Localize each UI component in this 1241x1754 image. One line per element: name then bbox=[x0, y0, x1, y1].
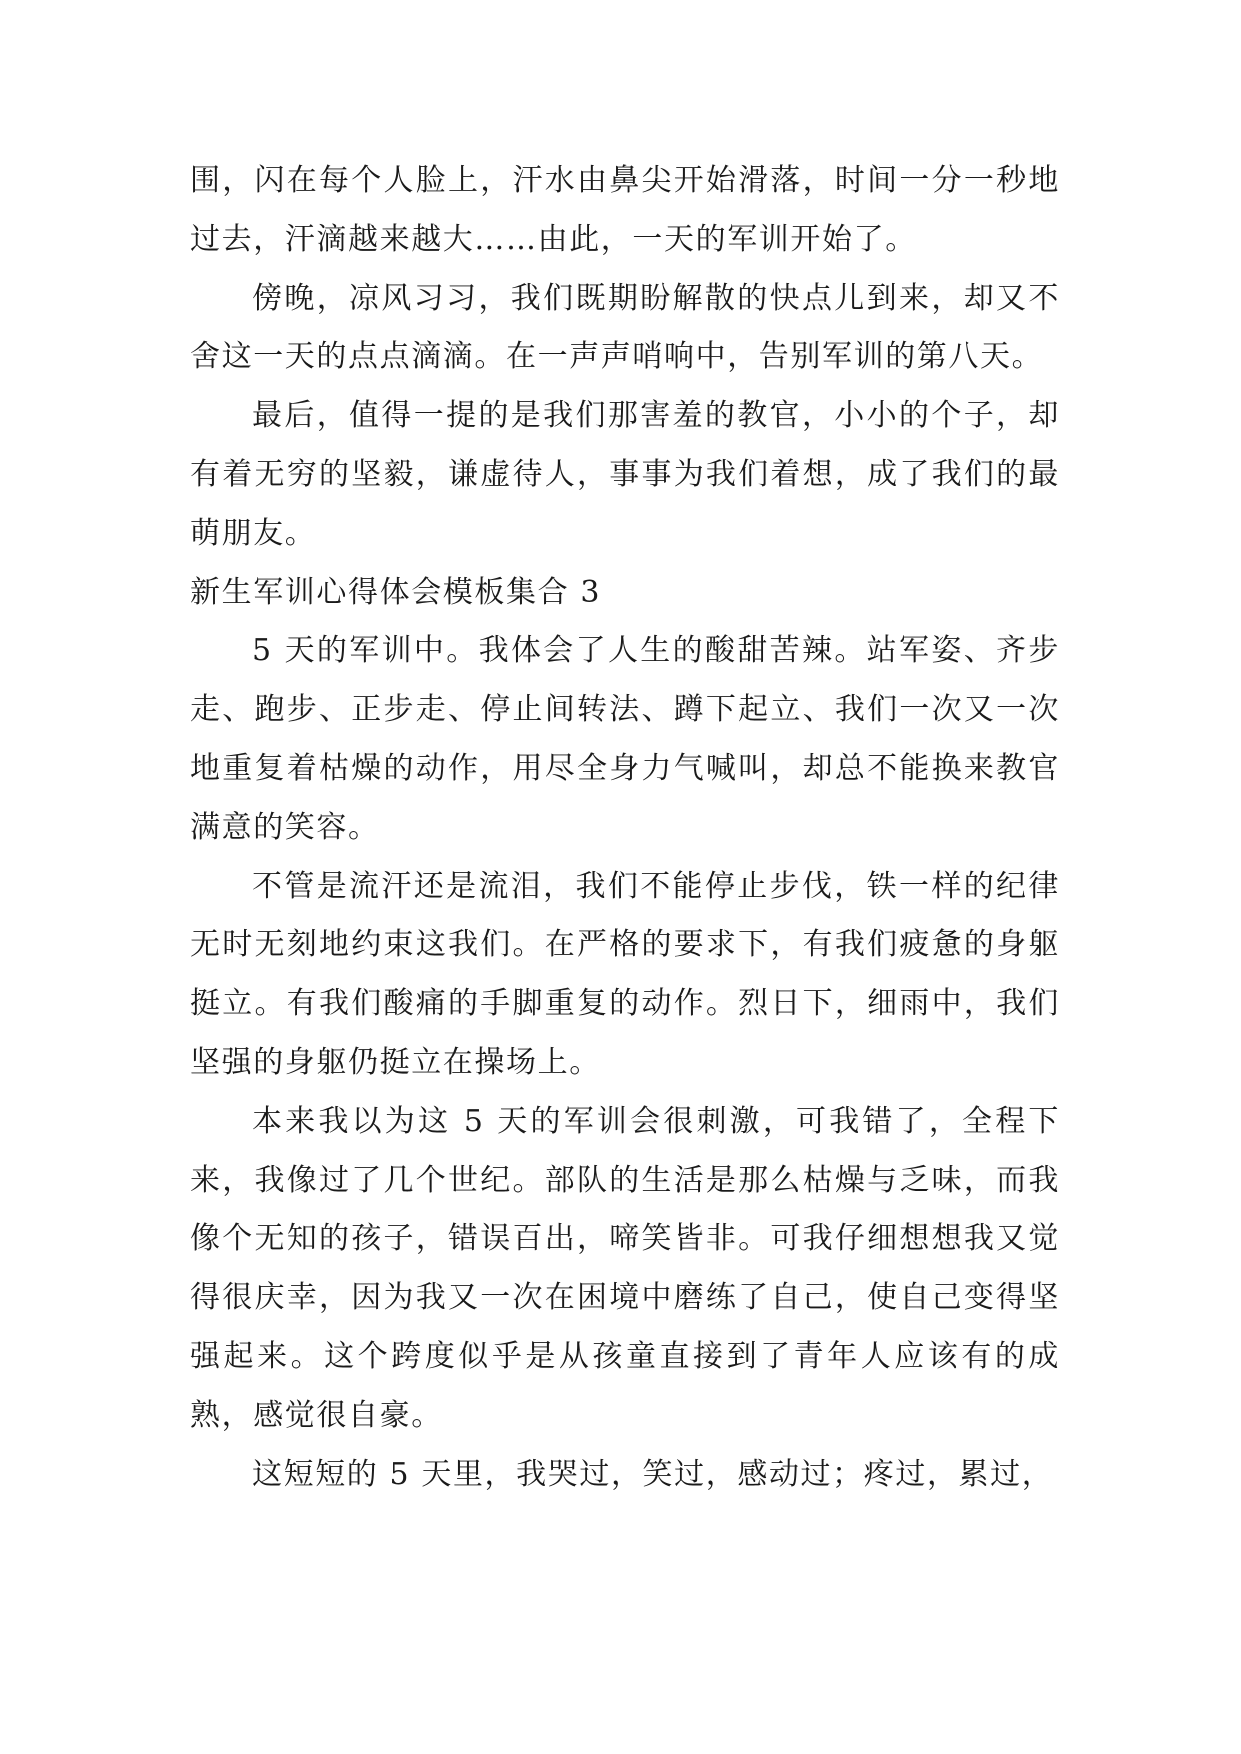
section-title: 新生军训心得体会模板集合 3 bbox=[190, 574, 602, 610]
document-page bbox=[190, 152, 1060, 1504]
paragraph-4: 5 天的军训中。我体会了人生的酸甜苦辣。站军姿、齐步走、跑步、正步走、停止间转法、蹲下起立、我们一次又一次地重复着枯燥的动作，用尽全身力气喊叫，却总不能换来教官满意的笑容。 bbox=[190, 633, 1060, 845]
paragraph-7: 这短短的 5 天里，我哭过，笑过，感动过；疼过，累过， bbox=[252, 1456, 1054, 1492]
paragraph-6: 本来我以为这 5 天的军训会很刺激，可我错了，全程下来，我像过了几个世纪。部队的生活是那么枯燥与乏味，而我像个无知的孩子，错误百出，啼笑皆非。可我仔细想想我又觉得很庆幸，因为我又一次在困境中磨练了自己，使自己变得坚强起来。这个跨度似乎是从孩童直接到了青年人应该有的成熟，感觉很自豪。 bbox=[190, 1103, 1060, 1433]
paragraph-3: 最后，值得一提的是我们那害羞的教官，小小的个子，却有着无穷的坚毅，谦虚待人，事事为我们着想，成了我们的最萌朋友。 bbox=[190, 398, 1060, 551]
paragraph-2: 傍晚，凉风习习，我们既期盼解散的快点儿到来，却又不舍这一天的点点滴滴。在一声声哨响中，告别军训的第八天。 bbox=[190, 280, 1060, 375]
paragraph-5: 不管是流汗还是流泪，我们不能停止步伐，铁一样的纪律无时无刻地约束这我们。在严格的要求下，有我们疲惫的身躯挺立。有我们酸痛的手脚重复的动作。烈日下，细雨中，我们坚强的身躯仍挺立在操场上。 bbox=[190, 868, 1060, 1080]
paragraph-1: 围，闪在每个人脸上，汗水由鼻尖开始滑落，时间一分一秒地过去，汗滴越来越大……由此，一天的军训开始了。 bbox=[190, 163, 1060, 257]
